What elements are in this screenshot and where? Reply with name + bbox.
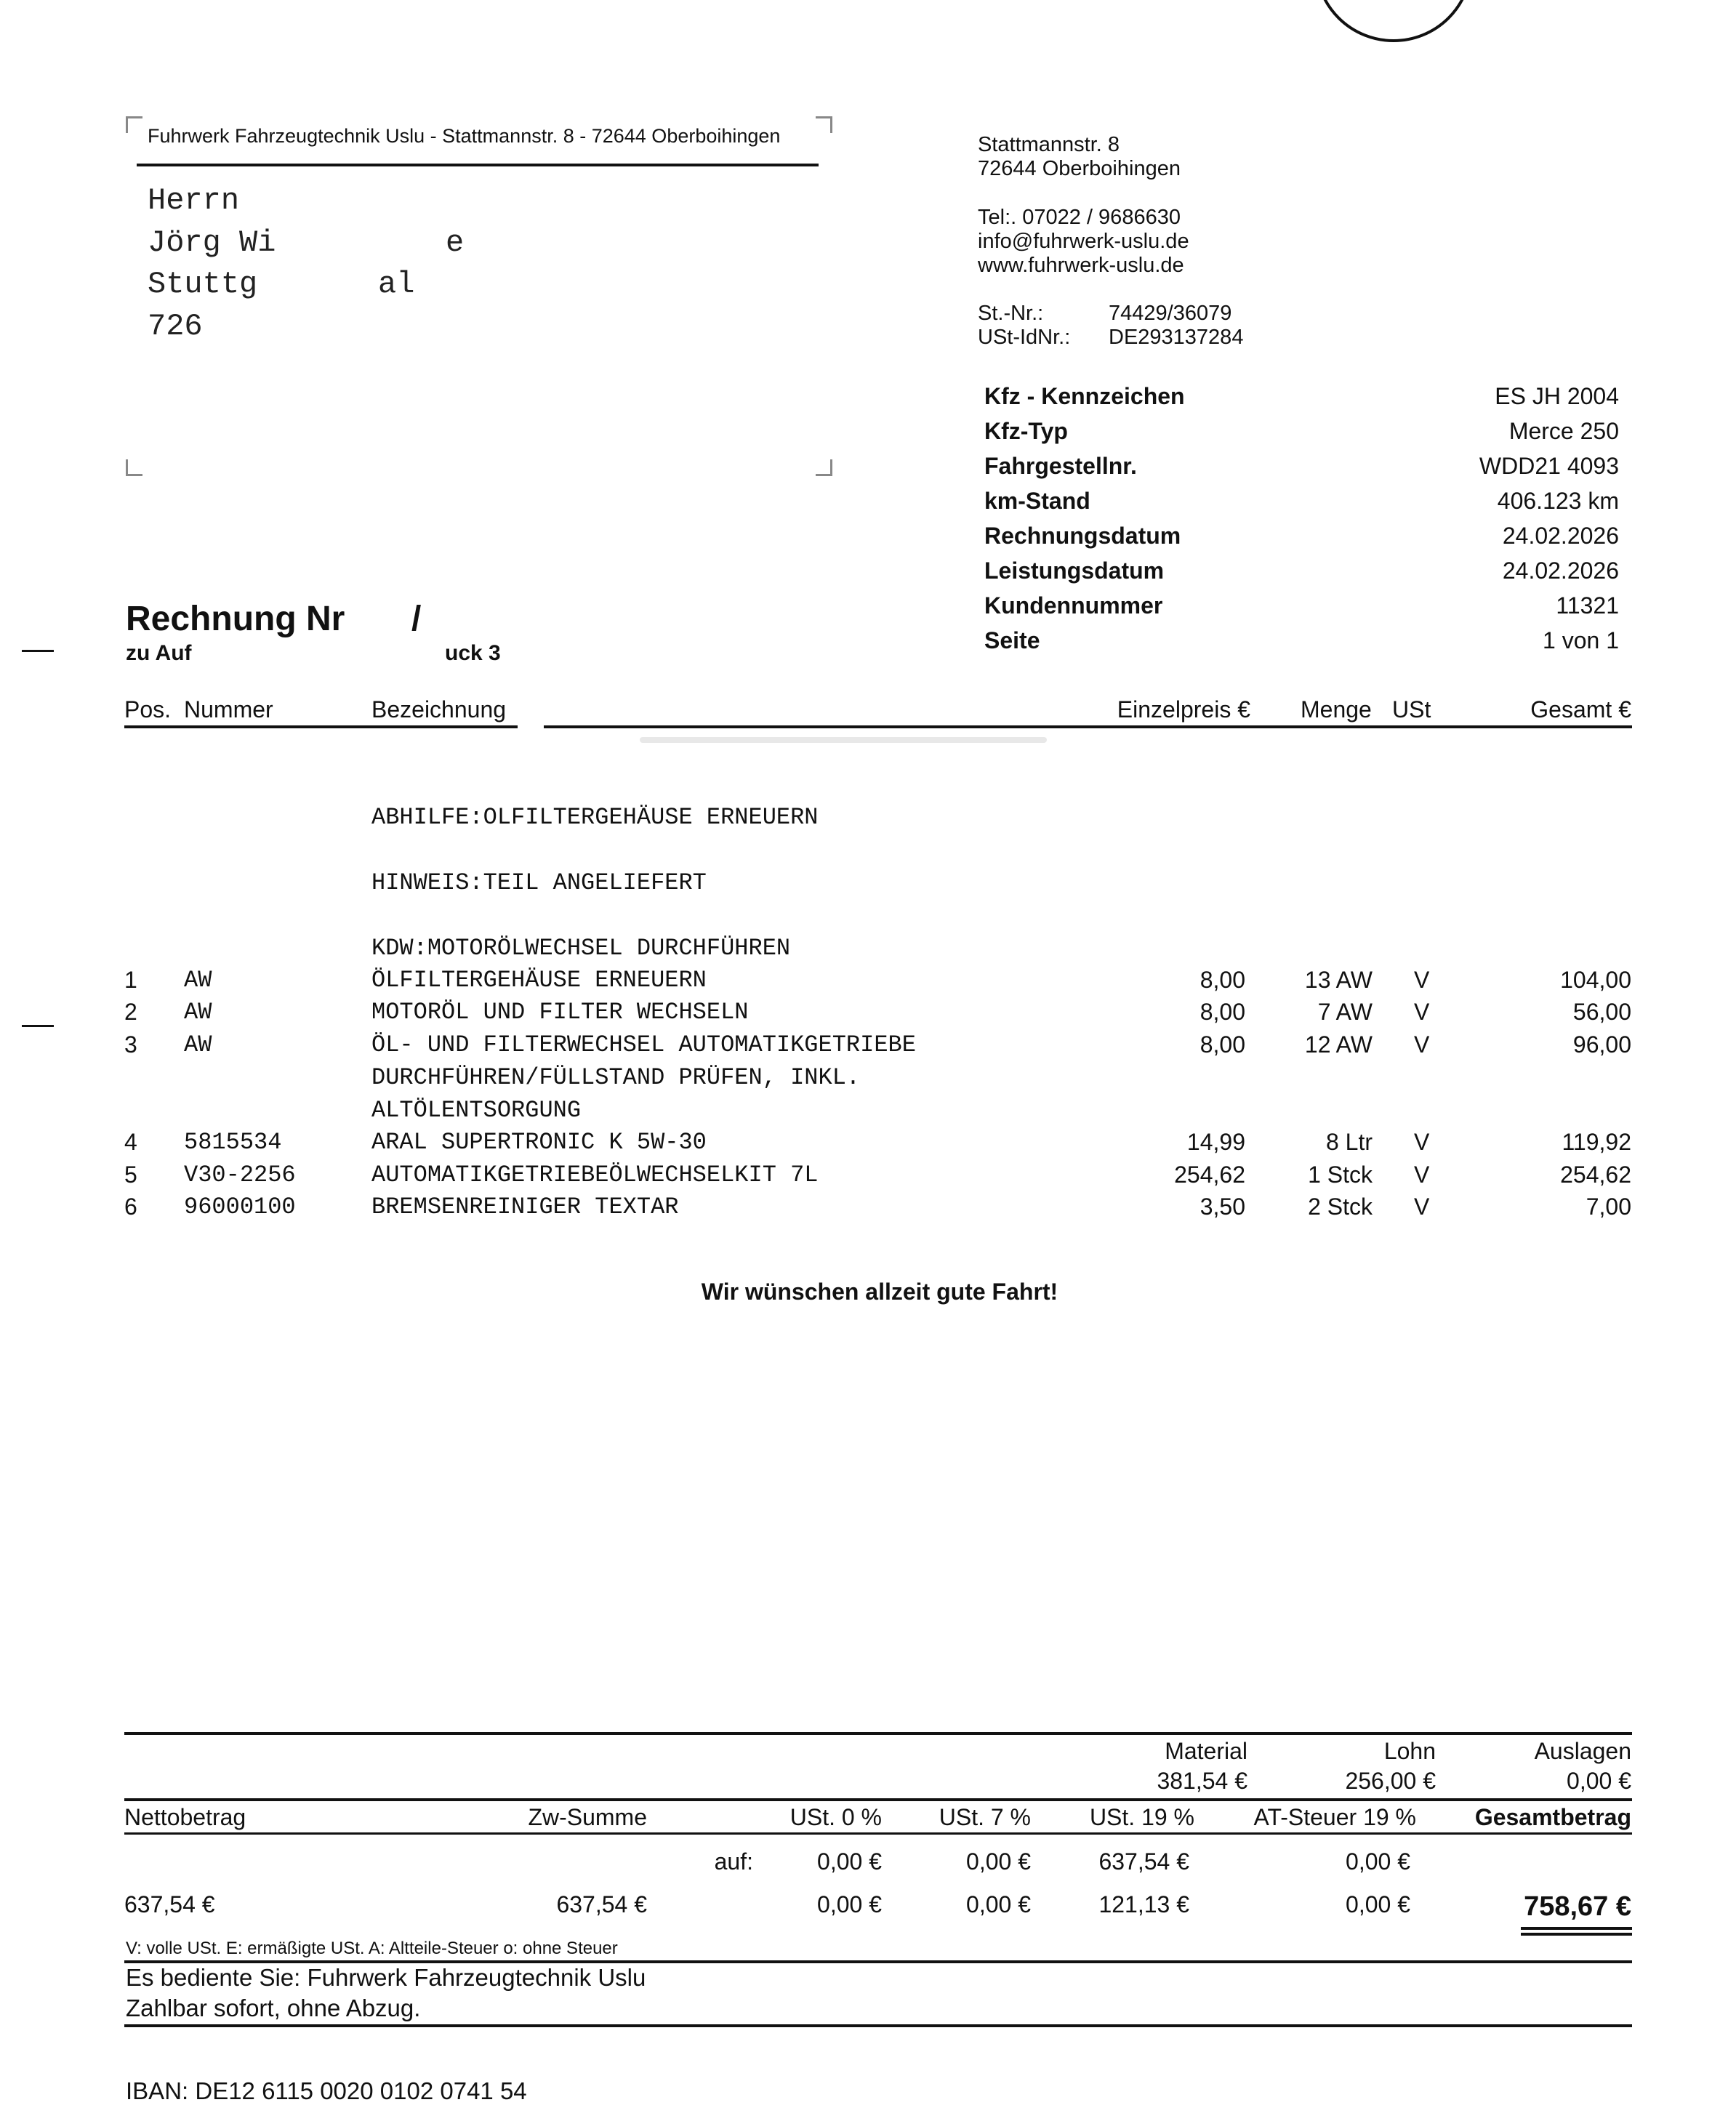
- order-reference-tail: uck 3: [445, 641, 501, 665]
- item-unit-price: 8,00: [1199, 999, 1245, 1025]
- invoice-title: Rechnung Nr: [126, 600, 345, 638]
- item-vat-code: V: [1414, 1162, 1430, 1188]
- header-rule-right: [544, 725, 1632, 728]
- item-quantity: 8 Ltr: [1325, 1129, 1373, 1155]
- col-header-description: Bezeichnung: [371, 696, 507, 723]
- fold-mark: [22, 1025, 54, 1027]
- vat19-label: USt. 19 %: [1089, 1804, 1194, 1830]
- tax-vat0: 0,00 €: [817, 1891, 882, 1917]
- net-label: Nettobetrag: [124, 1804, 246, 1830]
- vehicle-meta-label: Leistungsdatum: [984, 558, 1165, 584]
- recipient-name-tail: e: [446, 225, 465, 260]
- gross-double-underline: [1521, 1933, 1632, 1936]
- vehicle-meta-value: 24.02.2026: [1502, 558, 1619, 584]
- item-total: 119,92: [1562, 1129, 1631, 1155]
- vehicle-meta-label: Kfz-Typ: [984, 418, 1068, 444]
- tax-base-label: auf:: [714, 1848, 753, 1875]
- recipient-street-tail: al: [378, 267, 415, 302]
- vehicle-meta-value: Merce 250: [1508, 418, 1619, 444]
- item-vat-code: V: [1414, 967, 1430, 993]
- at-tax-label: AT-Steuer 19 %: [1253, 1804, 1416, 1830]
- item-total: 254,62: [1560, 1162, 1631, 1188]
- base-vat7: 0,00 €: [966, 1848, 1031, 1875]
- served-by: Es bediente Sie: Fuhrwerk Fahrzeugtechnik Uslu: [126, 1964, 646, 1991]
- gross-underline: [1521, 1927, 1632, 1930]
- note-customer-request: KDW:MOTORÖLWECHSEL DURCHFÜHREN: [371, 935, 791, 962]
- order-reference: zu Auf: [126, 641, 192, 665]
- item-unit-price: 8,00: [1199, 967, 1245, 993]
- subtotal-label: Zw-Summe: [528, 1804, 647, 1830]
- sender-line: Fuhrwerk Fahrzeugtechnik Uslu - Stattmannstr. 8 - 72644 Oberboihingen: [148, 125, 781, 147]
- vehicle-meta-value: ES JH 2004: [1495, 383, 1619, 409]
- window-corner-mark: [816, 116, 832, 133]
- summary-top-rule: [124, 1732, 1632, 1735]
- greeting: Wir wünschen allzeit gute Fahrt!: [701, 1279, 1058, 1305]
- company-street: Stattmannstr. 8: [978, 133, 1120, 156]
- base-at-tax: 0,00 €: [1346, 1848, 1410, 1875]
- expenses-label: Auslagen: [1534, 1738, 1631, 1764]
- labor-label: Lohn: [1383, 1738, 1436, 1764]
- vat-legend: V: volle USt. E: ermäßigte USt. A: Altteile-Steuer o: ohne Steuer: [126, 1939, 618, 1958]
- material-value: 381,54 €: [1157, 1768, 1247, 1794]
- payment-terms: Zahlbar sofort, ohne Abzug.: [126, 1995, 421, 2021]
- vehicle-meta-value: 24.02.2026: [1502, 523, 1619, 549]
- stamp-circle: [1314, 0, 1473, 42]
- item-quantity: 12 AW: [1304, 1031, 1373, 1058]
- item-description: ARAL SUPERTRONIC K 5W-30: [371, 1129, 707, 1156]
- item-pos: 4: [124, 1129, 137, 1155]
- item-quantity: 13 AW: [1304, 967, 1373, 993]
- item-description: ÖLFILTERGEHÄUSE ERNEUERN: [371, 967, 707, 994]
- item-total: 7,00: [1586, 1194, 1631, 1220]
- item-unit-price: 8,00: [1199, 1031, 1245, 1058]
- item-description: BREMSENREINIGER TEXTAR: [371, 1194, 679, 1220]
- item-description: AUTOMATIKGETRIEBEÖLWECHSELKIT 7L: [371, 1162, 819, 1188]
- item-vat-code: V: [1414, 1031, 1430, 1058]
- item-quantity: 7 AW: [1317, 999, 1373, 1025]
- base-vat19: 637,54 €: [1098, 1848, 1189, 1875]
- item-number: AW: [184, 999, 212, 1026]
- col-header-qty: Menge: [1301, 696, 1372, 723]
- col-header-number: Nummer: [184, 696, 273, 723]
- company-email: info@fuhrwerk-uslu.de: [978, 230, 1189, 253]
- item-total: 56,00: [1572, 999, 1631, 1025]
- vehicle-meta-label: Kundennummer: [984, 592, 1163, 619]
- item-description: ÖL- UND FILTERWECHSEL AUTOMATIKGETRIEBE: [371, 1031, 916, 1058]
- recipient-street: Stuttg: [148, 267, 258, 302]
- vehicle-meta-value: 1 von 1: [1543, 627, 1619, 653]
- footer-rule: [124, 2024, 1632, 2027]
- item-number: V30-2256: [184, 1162, 296, 1188]
- vat0-label: USt. 0 %: [789, 1804, 882, 1830]
- redacted-line: [640, 737, 1047, 743]
- base-vat0: 0,00 €: [817, 1848, 882, 1875]
- vehicle-meta-value: 11321: [1556, 592, 1619, 619]
- item-pos: 1: [124, 967, 137, 993]
- vehicle-meta-label: Kfz - Kennzeichen: [984, 383, 1185, 409]
- item-description: MOTORÖL UND FILTER WECHSELN: [371, 999, 749, 1026]
- col-header-unit-price: Einzelpreis €: [1117, 696, 1250, 723]
- item-pos: 6: [124, 1194, 137, 1220]
- recipient-city: 726: [148, 309, 203, 344]
- vehicle-meta-label: Rechnungsdatum: [984, 523, 1181, 549]
- company-city: 72644 Oberboihingen: [978, 157, 1181, 180]
- note-remedy: ABHILFE:OLFILTERGEHÄUSE ERNEUERN: [371, 804, 819, 831]
- window-corner-mark: [816, 459, 832, 476]
- item-number: 5815534: [184, 1129, 282, 1156]
- item-unit-price: 3,50: [1199, 1194, 1245, 1220]
- item-pos: 2: [124, 999, 137, 1025]
- net-value: 637,54 €: [124, 1891, 215, 1917]
- vehicle-meta-label: km-Stand: [984, 488, 1090, 514]
- invoice-title-tail: /: [411, 600, 422, 638]
- material-label: Material: [1165, 1738, 1247, 1764]
- note-hint: HINWEIS:TEIL ANGELIEFERT: [371, 869, 707, 896]
- window-corner-mark: [126, 459, 142, 476]
- expenses-value: 0,00 €: [1567, 1768, 1631, 1794]
- item-vat-code: V: [1414, 1129, 1430, 1155]
- tax-at-tax: 0,00 €: [1346, 1891, 1410, 1917]
- item-vat-code: V: [1414, 1194, 1430, 1220]
- item-number: AW: [184, 1031, 212, 1058]
- tax-number-label: St.-Nr.:: [978, 302, 1044, 325]
- col-header-vat: USt: [1392, 696, 1431, 723]
- recipient-name: Jörg Wi: [148, 225, 276, 260]
- vat-id-label: USt-IdNr.:: [978, 326, 1071, 349]
- item-unit-price: 14,99: [1186, 1129, 1245, 1155]
- company-web: www.fuhrwerk-uslu.de: [978, 254, 1184, 277]
- subtotal-value: 637,54 €: [556, 1891, 647, 1917]
- vehicle-meta-value: WDD21 4093: [1479, 453, 1619, 479]
- gross-label: Gesamtbetrag: [1474, 1804, 1631, 1830]
- recipient-salutation: Herrn: [148, 183, 240, 218]
- col-header-total: Gesamt €: [1530, 696, 1631, 723]
- tax-number: 74429/36079: [1109, 302, 1232, 325]
- labor-value: 256,00 €: [1345, 1768, 1436, 1794]
- vehicle-meta-label: Fahrgestellnr.: [984, 453, 1137, 479]
- summary-mid-rule: [124, 1798, 1632, 1801]
- iban: IBAN: DE12 6115 0020 0102 0741 54: [126, 2077, 527, 2104]
- item-pos: 3: [124, 1031, 137, 1058]
- item-total: 104,00: [1560, 967, 1631, 993]
- item-pos: 5: [124, 1162, 137, 1188]
- item-unit-price: 254,62: [1174, 1162, 1245, 1188]
- item-vat-code: V: [1414, 999, 1430, 1025]
- vehicle-meta-value: 406.123 km: [1497, 488, 1619, 514]
- col-header-pos: Pos.: [124, 696, 172, 723]
- summary-label-rule: [124, 1832, 1632, 1835]
- tax-vat19: 121,13 €: [1098, 1891, 1189, 1917]
- legend-rule: [124, 1960, 1632, 1963]
- item-number: 96000100: [184, 1194, 296, 1220]
- item-quantity: 2 Stck: [1308, 1194, 1373, 1220]
- window-corner-mark: [126, 116, 142, 133]
- item-total: 96,00: [1572, 1031, 1631, 1058]
- item-description: ALTÖLENTSORGUNG: [371, 1097, 582, 1124]
- item-quantity: 1 Stck: [1308, 1162, 1373, 1188]
- vat7-label: USt. 7 %: [939, 1804, 1031, 1830]
- vehicle-meta-label: Seite: [984, 627, 1040, 653]
- item-number: AW: [184, 967, 212, 994]
- vat-id: DE293137284: [1109, 326, 1244, 349]
- item-description: DURCHFÜHREN/FÜLLSTAND PRÜFEN, INKL.: [371, 1064, 861, 1091]
- company-phone: Tel:. 07022 / 9686630: [978, 206, 1181, 229]
- sender-underline: [137, 164, 819, 166]
- tax-vat7: 0,00 €: [966, 1891, 1031, 1917]
- fold-mark: [22, 650, 54, 652]
- header-rule-left: [124, 725, 518, 728]
- gross-value: 758,67 €: [1524, 1891, 1631, 1922]
